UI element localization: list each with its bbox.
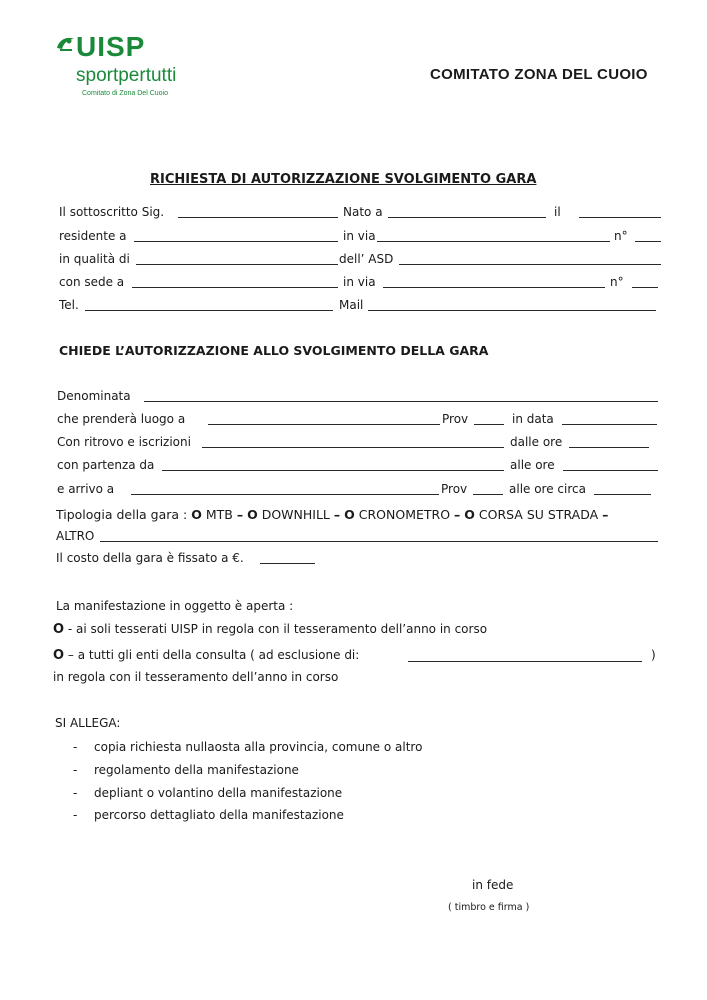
paren-close: ) xyxy=(651,648,656,662)
label-denominata: Denominata xyxy=(57,389,131,403)
field-prov[interactable] xyxy=(474,424,504,425)
field-alle-ore[interactable] xyxy=(563,470,658,471)
label-sottoscritto: Il sottoscritto Sig. xyxy=(59,205,165,219)
field-dalle-ore[interactable] xyxy=(569,447,649,448)
checkbox-downhill[interactable]: O xyxy=(247,507,258,522)
label-con-sede-a: con sede a xyxy=(59,275,125,289)
form-title: RICHIESTA DI AUTORIZZAZIONE SVOLGIMENTO GARA xyxy=(150,172,537,187)
list-bullet: - xyxy=(73,740,78,754)
label-alle-ore: alle ore xyxy=(510,458,555,472)
attachment-item: copia richiesta nullaosta alla provincia, comune o altro xyxy=(94,740,423,754)
option-cronometro-label: CRONOMETRO xyxy=(358,507,451,522)
separator: – xyxy=(602,507,609,522)
option-enti-consulta-cont: in regola con il tesseramento dell’anno in corso xyxy=(53,670,339,684)
field-denominata[interactable] xyxy=(144,401,658,402)
label-numero: n° xyxy=(614,229,628,243)
field-qualita[interactable] xyxy=(136,264,338,265)
field-esclusione[interactable] xyxy=(408,661,642,662)
option-enti-consulta-row xyxy=(53,648,359,663)
field-nato-a[interactable] xyxy=(388,217,546,218)
field-via-residenza[interactable] xyxy=(377,241,610,242)
label-altro: ALTRO xyxy=(56,529,95,543)
field-residente-a[interactable] xyxy=(134,241,338,242)
label-numero-sede: n° xyxy=(610,275,624,289)
option-corsa-label: CORSA SU STRADA xyxy=(478,507,599,522)
option-tesserati-uisp-row xyxy=(53,622,487,637)
field-in-data[interactable] xyxy=(562,424,657,425)
label-in-data: in data xyxy=(512,412,554,426)
label-dell-asd: dell’ ASD xyxy=(339,252,394,266)
label-mail: Mail xyxy=(339,298,364,312)
logo-uisp: UISP xyxy=(76,31,146,62)
checkbox-enti-consulta[interactable]: O xyxy=(53,648,65,663)
field-mail[interactable] xyxy=(368,310,656,311)
tipologia-row xyxy=(56,507,608,522)
label-prov: Prov xyxy=(442,412,469,426)
checkbox-corsa[interactable]: O xyxy=(464,507,475,522)
label-partenza: con partenza da xyxy=(57,458,155,472)
signature-timbro-firma: ( timbro e firma ) xyxy=(448,902,530,913)
field-sede[interactable] xyxy=(132,287,338,288)
label-luogo: che prenderà luogo a xyxy=(57,412,186,426)
committee-title: COMITATO ZONA DEL CUOIO xyxy=(430,66,648,83)
label-in-qualita-di: in qualità di xyxy=(59,252,130,266)
field-prov-arrivo[interactable] xyxy=(473,494,503,495)
attachments-heading: SI ALLEGA: xyxy=(55,716,121,730)
request-heading: CHIEDE L’AUTORIZZAZIONE ALLO SVOLGIMENTO DELLA GARA xyxy=(59,343,489,358)
field-altro[interactable] xyxy=(100,541,658,542)
separator: – xyxy=(333,507,341,522)
label-dalle-ore: dalle ore xyxy=(510,435,563,449)
label-costo: Il costo della gara è fissato a €. xyxy=(56,551,244,565)
separator: – xyxy=(236,507,244,522)
field-ritrovo[interactable] xyxy=(202,447,504,448)
list-bullet: - xyxy=(73,786,78,800)
option-downhill-label: DOWNHILL xyxy=(261,507,330,522)
label-manifestazione-aperta: La manifestazione in oggetto è aperta : xyxy=(56,599,294,613)
field-alle-ore-circa[interactable] xyxy=(594,494,651,495)
option-enti-consulta-label: – a tutti gli enti della consulta ( ad esclusione di: xyxy=(67,648,360,662)
separator: – xyxy=(454,507,461,522)
field-tel[interactable] xyxy=(85,310,333,311)
label-arrivo: e arrivo a xyxy=(57,482,115,496)
field-sottoscritto[interactable] xyxy=(178,217,338,218)
logo-tagline: sportpertutti xyxy=(76,65,177,86)
label-tipologia: Tipologia della gara : xyxy=(56,507,188,522)
label-nato-a: Nato a xyxy=(343,205,383,219)
uisp-logo-icon xyxy=(54,33,76,55)
logo-subtitle: Comitato di Zona Del Cuoio xyxy=(82,90,168,97)
label-in-via: in via xyxy=(343,229,376,243)
list-bullet: - xyxy=(73,808,78,822)
field-partenza[interactable] xyxy=(162,470,504,471)
checkbox-tesserati-uisp[interactable]: O xyxy=(53,622,65,637)
field-numero-residenza[interactable] xyxy=(635,241,661,242)
label-in-via-sede: in via xyxy=(343,275,376,289)
label-tel: Tel. xyxy=(59,298,79,312)
field-data-nascita[interactable] xyxy=(579,217,661,218)
option-tesserati-uisp-label: - ai soli tesserati UISP in regola con il tesseramento dell’anno in corso xyxy=(67,622,488,636)
label-residente-a: residente a xyxy=(59,229,127,243)
field-luogo[interactable] xyxy=(208,424,440,425)
field-costo[interactable] xyxy=(260,563,315,564)
label-il: il xyxy=(554,205,561,219)
option-mtb-label: MTB xyxy=(205,507,233,522)
attachment-item: depliant o volantino della manifestazione xyxy=(94,786,343,800)
label-alle-ore-circa: alle ore circa xyxy=(509,482,586,496)
list-bullet: - xyxy=(73,763,78,777)
field-via-sede[interactable] xyxy=(383,287,605,288)
label-ritrovo: Con ritrovo e iscrizioni xyxy=(57,435,191,449)
signature-in-fede: in fede xyxy=(472,878,514,892)
checkbox-cronometro[interactable]: O xyxy=(344,507,355,522)
attachment-item: percorso dettagliato della manifestazione xyxy=(94,808,344,822)
checkbox-mtb[interactable]: O xyxy=(191,507,202,522)
field-numero-sede[interactable] xyxy=(632,287,658,288)
field-asd[interactable] xyxy=(399,264,661,265)
attachment-item: regolamento della manifestazione xyxy=(94,763,299,777)
field-arrivo[interactable] xyxy=(131,494,439,495)
label-prov-arrivo: Prov xyxy=(441,482,468,496)
